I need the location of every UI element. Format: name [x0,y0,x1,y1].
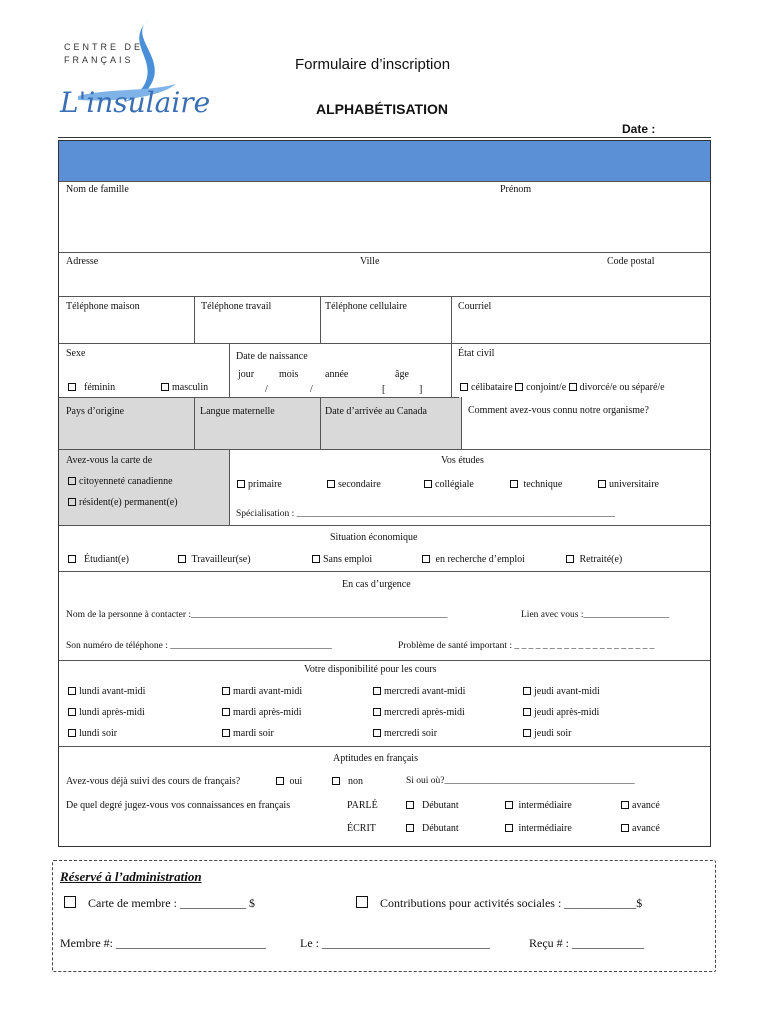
celibataire-checkbox[interactable]: célibataire [460,382,513,393]
masculin-checkbox[interactable]: masculin [161,382,208,393]
jour-label[interactable]: jour [238,369,255,380]
checkbox-icon [327,480,335,488]
carte-label: Avez-vous la carte de [66,455,153,466]
checkbox-icon [505,824,513,832]
code-postal-field[interactable]: Code postal [607,256,655,267]
oui-checkbox[interactable]: oui [276,776,302,787]
checkbox-icon [68,687,76,695]
checkbox-icon [276,777,284,785]
checkbox-icon [68,729,76,737]
checkbox-icon [373,687,381,695]
checkbox-icon [523,687,531,695]
ville-field[interactable]: Ville [360,256,380,267]
checkbox-icon [621,801,629,809]
admin-title: Réservé à l’administration [60,869,202,884]
checkbox-icon [161,383,169,391]
checkbox-icon [68,555,76,563]
checkbox-icon [523,729,531,737]
disponibilite-label: Votre disponibilité pour les cours [304,664,437,675]
checkbox-icon [222,687,230,695]
mercredi-am-checkbox[interactable]: mercredi avant-midi [373,686,465,697]
age-label[interactable]: âge [395,369,409,380]
etat-civil-label: État civil [458,348,495,359]
checkbox-icon [373,729,381,737]
mercredi-soir-checkbox[interactable]: mercredi soir [373,728,437,739]
conjoint-checkbox[interactable]: conjoint/e [515,382,566,393]
connu-field[interactable]: Comment avez-vous connu notre organisme? [468,405,649,416]
retraite-checkbox[interactable]: Retraité(e) [566,554,622,565]
tel-cellulaire-field[interactable]: Téléphone cellulaire [325,301,407,312]
ecrit-intermediaire-checkbox[interactable]: intermédiaire [505,823,572,834]
urgence-label: En cas d’urgence [342,579,411,590]
contributions-checkbox[interactable]: Contributions pour activités sociales : ____________$ [356,896,642,911]
logo-name: L'insulaire [60,86,211,119]
mardi-soir-checkbox[interactable]: mardi soir [222,728,274,739]
travailleur-checkbox[interactable]: Travailleur(se) [178,554,251,565]
specialisation-field[interactable]: Spécialisation : ___________________________________________________________________ [236,509,615,519]
parle-label: PARLÉ [347,800,378,811]
non-checkbox[interactable]: non [332,776,363,787]
checkbox-icon [569,383,577,391]
secondaire-checkbox[interactable]: secondaire [327,479,381,490]
checkbox-icon [237,480,245,488]
sante-field[interactable]: Problème de santé important : _ _ _ _ _ _ _ _ _ _ _ _ _ _ _ _ _ _ _ _ [398,641,655,651]
blue-banner [59,141,710,181]
logo-line2: FRANÇAIS [64,55,134,65]
mois-label[interactable]: mois [279,369,299,380]
checkbox-icon [312,555,320,563]
situation-label: Situation économique [330,532,418,543]
checkbox-icon [68,498,76,506]
technique-checkbox[interactable]: technique [510,479,562,490]
logo [58,18,211,123]
mercredi-pm-checkbox[interactable]: mercredi après-midi [373,707,465,718]
sexe-label: Sexe [66,348,86,359]
le-field[interactable]: Le : ____________________________ [300,936,490,950]
lien-field[interactable]: Lien avec vous :__________________ [521,610,670,620]
lundi-soir-checkbox[interactable]: lundi soir [68,728,117,739]
checkbox-icon [598,480,606,488]
mardi-am-checkbox[interactable]: mardi avant-midi [222,686,302,697]
tel-maison-field[interactable]: Téléphone maison [66,301,140,312]
checkbox-icon [68,477,76,485]
universitaire-checkbox[interactable]: universitaire [598,479,659,490]
logo-line1: CENTRE DE [64,42,144,52]
primaire-checkbox[interactable]: primaire [237,479,282,490]
checkbox-icon [406,801,414,809]
telephone-urgence-field[interactable]: Son numéro de téléphone : __________________________________ [66,641,332,651]
header-rule [58,137,711,138]
form-subtitle: ALPHABÉTISATION [316,101,448,117]
etat-civil-options [460,382,665,393]
carte-membre-checkbox[interactable]: Carte de membre : ___________ $ [64,896,255,911]
prenom-field[interactable]: Prénom [500,184,532,195]
checkbox-icon [566,555,574,563]
parle-debutant-checkbox[interactable]: Débutant [406,800,459,811]
etudiant-checkbox[interactable]: Étudiant(e) [68,554,129,565]
recu-field[interactable]: Reçu # : ____________ [529,936,644,950]
citoyennete-checkbox[interactable]: citoyenneté canadienne [68,476,173,487]
ecrit-debutant-checkbox[interactable]: Débutant [406,823,459,834]
langue-field[interactable]: Langue maternelle [200,406,275,417]
naissance-label: Date de naissance [236,351,308,362]
checkbox-icon [68,383,76,391]
checkbox-icon [68,708,76,716]
ecrit-avance-checkbox[interactable]: avancé [621,823,660,834]
etudes-label: Vos études [441,455,484,466]
personne-contact-field[interactable]: Nom de la personne à contacter :______________________________________________________ [66,610,448,620]
feminin-checkbox[interactable]: féminin [68,382,115,393]
slash-1: / [265,384,268,395]
lundi-pm-checkbox[interactable]: lundi après-midi [68,707,145,718]
disponibilite-grid [68,686,708,746]
bracket-close: ] [419,384,423,395]
arrivee-field[interactable]: Date d’arrivée au Canada [325,406,427,417]
form-title: Formulaire d’inscription [295,56,451,73]
checkbox-icon [621,824,629,832]
checkbox-icon [356,896,368,908]
lundi-am-checkbox[interactable]: lundi avant-midi [68,686,145,697]
membre-field[interactable]: Membre #: _________________________ [60,936,266,950]
checkbox-icon [510,480,518,488]
nom-famille-field[interactable]: Nom de famille [66,184,129,195]
ecrit-label: ÉCRIT [347,823,376,834]
checkbox-icon [505,801,513,809]
date-label[interactable]: Date : [622,122,656,136]
aptitudes-label: Aptitudes en français [333,753,418,764]
bracket-open: [ [382,384,386,395]
adresse-field[interactable]: Adresse [66,256,99,267]
si-oui-field[interactable]: Si oui où?________________________________________ [406,776,635,786]
jeudi-soir-checkbox[interactable]: jeudi soir [523,728,572,739]
checkbox-icon [422,555,430,563]
checkbox-icon [424,480,432,488]
recherche-checkbox[interactable]: en recherche d’emploi [422,554,525,565]
checkbox-icon [64,896,76,908]
suivi-question: Avez-vous déjà suivi des cours de français? [66,776,241,787]
parle-avance-checkbox[interactable]: avancé [621,800,660,811]
checkbox-icon [373,708,381,716]
resident-checkbox[interactable]: résident(e) permanent(e) [68,497,178,508]
checkbox-icon [222,708,230,716]
jeudi-am-checkbox[interactable]: jeudi avant-midi [523,686,600,697]
jeudi-pm-checkbox[interactable]: jeudi après-midi [523,707,599,718]
checkbox-icon [222,729,230,737]
checkbox-icon [460,383,468,391]
checkbox-icon [406,824,414,832]
slash-2: / [310,384,313,395]
courriel-field[interactable]: Courriel [458,301,492,312]
mardi-pm-checkbox[interactable]: mardi après-midi [222,707,302,718]
annee-label[interactable]: année [325,369,349,380]
checkbox-icon [178,555,186,563]
checkbox-icon [515,383,523,391]
degre-question: De quel degré jugez-vous vos connaissances en français [66,800,291,811]
divorce-checkbox[interactable]: divorcé/e ou séparé/e [569,382,665,393]
pays-origine-field[interactable]: Pays d’origine [66,406,125,417]
sans-emploi-checkbox[interactable]: Sans emploi [312,554,372,565]
checkbox-icon [523,708,531,716]
parle-intermediaire-checkbox[interactable]: intermédiaire [505,800,572,811]
collegiale-checkbox[interactable]: collégiale [424,479,474,490]
tel-travail-field[interactable]: Téléphone travail [201,301,272,312]
checkbox-icon [332,777,340,785]
